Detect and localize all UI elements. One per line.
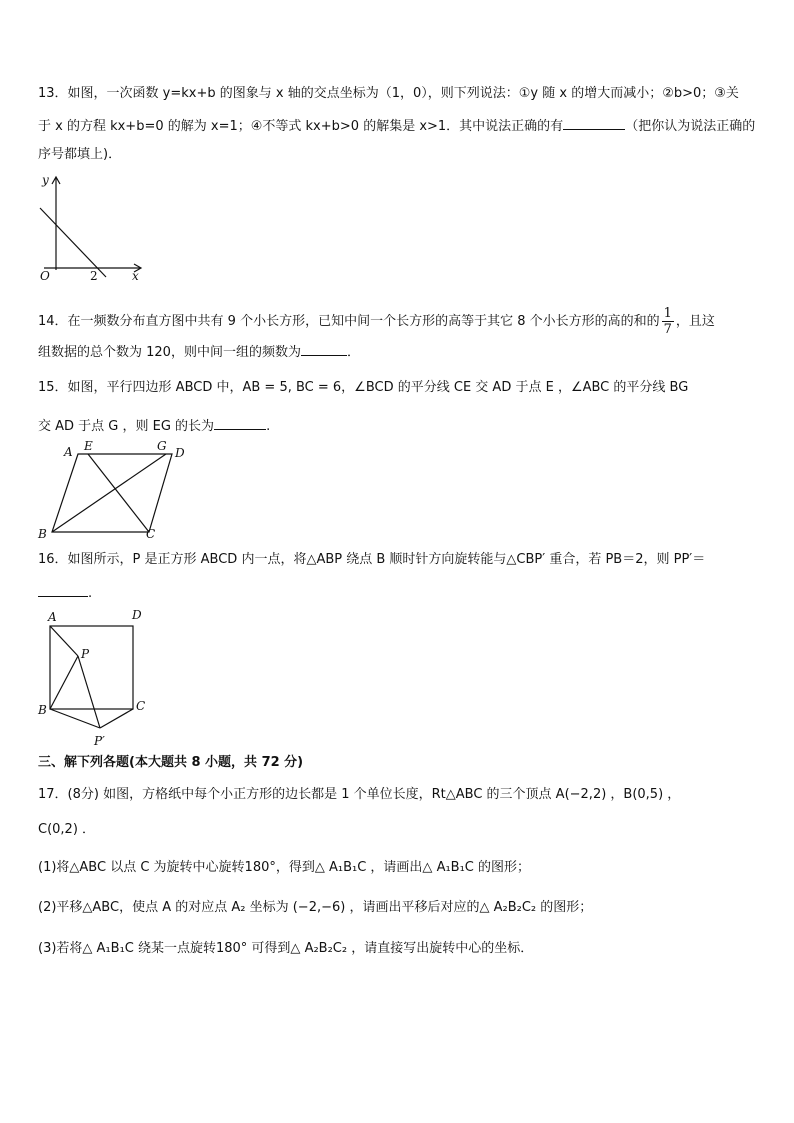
segment-PP2 [78,656,100,728]
segment-CP2 [100,709,133,728]
label-P-prime: P′ [94,734,105,748]
label-D: D [175,446,185,460]
q13-line2 [38,117,758,135]
fraction-denominator: 7 [663,322,672,337]
q13-answer-blank [563,117,625,130]
q16-line1: 16．如图所示，P 是正方形 ABCD 内一点，将△ABP 绕点 B 顺时针方向旋转能与△CBP′ 重合，若 PB＝2，则 PP′＝ [38,552,706,567]
label-A: A [48,610,57,624]
q14-line1 [38,303,758,341]
q14-line2 [38,343,758,361]
label-B: B [38,703,47,717]
segment-AP [50,626,78,656]
origin-label: O [40,269,50,283]
y-axis-label: y [42,173,49,187]
q14-answer-blank [301,343,347,356]
q17-part1: (1)将△ABC 以点 C 为旋转中心旋转180°，得到△ A₁B₁C ，请画出△ A₁B₁C 的图形； [38,860,531,875]
label-C: C [146,527,156,541]
q15-line2 [38,417,758,435]
q17-line2: C(0,2) ． [38,822,96,837]
label-A: A [64,445,73,459]
label-E: E [84,439,93,453]
q13-graph-figure [36,172,146,282]
q14-fraction [662,306,674,337]
label-D: D [132,608,142,622]
q13-line1: 13．如图，一次函数 y=kx+b 的图象与 x 轴的交点坐标为（1，0），则下列说法：①y 随 x 的增大而减小；②b>0；③关 [38,86,739,101]
function-line [40,208,106,277]
q17-part3: (3)若将△ A₁B₁C 绕某一点旋转180° 可得到△ A₂B₂C₂ ，请直接写出旋转中心的坐标． [38,941,534,956]
q16-answer-blank [38,584,88,597]
segment-BP [50,656,78,709]
q15-line2-tail: . [266,419,271,434]
segment-BG [52,454,166,532]
q15-line1: 15．如图，平行四边形 ABCD 中，AB = 5, BC = 6，∠BCD 的平分线 CE 交 AD 于点 E ，∠ABC 的平分线 BG [38,380,689,395]
segment-BP2 [50,709,100,728]
label-B: B [38,527,47,541]
q14-line2-tail: ． [346,345,360,360]
q16-square-figure [36,606,166,746]
q16-line2-tail: . [88,586,93,601]
x-axis-label: x [132,269,139,283]
q15-answer-blank [214,417,266,430]
q15-line2-text: 交 AD 于点 G ，则 EG 的长为 [38,419,215,434]
segment-CE [88,454,149,532]
x-intercept-label: 2 [90,269,98,283]
section-3-heading: 三、解下列各题(本大题共 8 小题，共 72 分) [38,755,304,770]
label-P: P [81,647,90,661]
fraction-numerator: 1 [663,306,672,321]
q13-line2-text: 于 x 的方程 kx+b=0 的解为 x=1；④不等式 kx+b>0 的解集是 x>1．其中说法正确的有 [38,119,564,134]
square-ABCD [50,626,133,709]
q16-line2 [38,584,758,602]
q13-line2-tail: （把你认为说法正确的 [625,119,756,134]
q13-line3: 序号都填上)． [38,147,122,162]
label-G: G [157,439,167,453]
q15-parallelogram-figure [34,440,194,540]
q14-line2-text: 组数据的总个数为 120，则中间一组的频数为 [38,345,301,360]
q14-line1-text: 14．在一频数分布直方图中共有 9 个小长方形，已知中间一个长方形的高等于其它 8 个小长方形的高的和的 [38,314,660,329]
q17-line1: 17．(8分) 如图，方格纸中每个小正方形的边长都是 1 个单位长度，Rt△ABC 的三个顶点 A(−2,2) ，B(0,5) ， [38,787,681,802]
q17-part2: (2)平移△ABC，使点 A 的对应点 A₂ 坐标为 (−2,−6) ，请画出平移后对应的△ A₂B₂C₂ 的图形； [38,900,593,915]
label-C: C [136,699,146,713]
q14-line1-tail: ，且这 [675,314,715,329]
